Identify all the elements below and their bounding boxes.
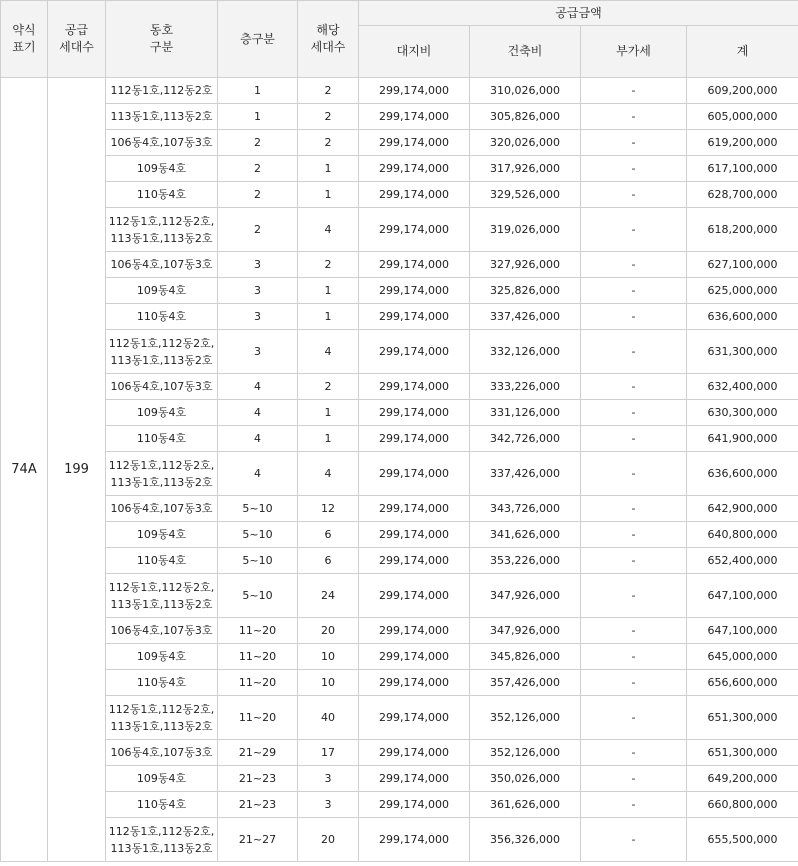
floor-cell: 11~20 <box>218 644 298 670</box>
header-units-line1: 해당 <box>316 23 340 37</box>
total-cell: 660,800,000 <box>687 792 798 818</box>
land-cost-cell: 299,174,000 <box>359 374 470 400</box>
total-cell: 628,700,000 <box>687 182 798 208</box>
dong-ho-line: 112동1호,112동2호, <box>108 336 215 350</box>
units-cell: 2 <box>298 104 359 130</box>
table-row <box>1 670 798 696</box>
building-cost-cell: 361,626,000 <box>470 792 581 818</box>
table-row <box>1 574 798 618</box>
table-row <box>1 182 798 208</box>
dong-ho-cell <box>106 766 218 792</box>
floor-cell: 4 <box>218 400 298 426</box>
building-cost-cell: 320,026,000 <box>470 130 581 156</box>
floor-cell: 2 <box>218 182 298 208</box>
units-cell: 4 <box>298 208 359 252</box>
header-total: 계 <box>687 26 798 78</box>
dong-ho-line: 110동4호 <box>136 554 187 567</box>
total-cell: 655,500,000 <box>687 818 798 862</box>
table-row <box>1 522 798 548</box>
land-cost-cell: 299,174,000 <box>359 452 470 496</box>
header-supply-price: 공급금액 <box>359 1 798 26</box>
building-cost-cell: 356,326,000 <box>470 818 581 862</box>
vat-cell: - <box>581 766 687 792</box>
floor-cell: 1 <box>218 104 298 130</box>
table-row <box>1 400 798 426</box>
units-cell: 4 <box>298 452 359 496</box>
floor-cell: 21~27 <box>218 818 298 862</box>
land-cost-cell: 299,174,000 <box>359 496 470 522</box>
floor-cell: 2 <box>218 208 298 252</box>
building-cost-cell: 347,926,000 <box>470 574 581 618</box>
floor-cell: 5~10 <box>218 548 298 574</box>
vat-cell: - <box>581 252 687 278</box>
units-cell: 12 <box>298 496 359 522</box>
total-cell: 649,200,000 <box>687 766 798 792</box>
dong-ho-line: 106동4호,107동3호 <box>110 624 213 637</box>
units-cell: 1 <box>298 278 359 304</box>
total-cell: 647,100,000 <box>687 574 798 618</box>
total-cell: 609,200,000 <box>687 78 798 104</box>
units-cell: 10 <box>298 644 359 670</box>
building-cost-cell: 337,426,000 <box>470 304 581 330</box>
dong-ho-cell <box>106 374 218 400</box>
header-supply-units <box>48 1 106 78</box>
land-cost-cell: 299,174,000 <box>359 426 470 452</box>
table-row <box>1 278 798 304</box>
vat-cell: - <box>581 104 687 130</box>
total-cell: 647,100,000 <box>687 618 798 644</box>
dong-ho-cell <box>106 130 218 156</box>
dong-ho-line: 109동4호 <box>136 162 187 175</box>
dong-ho-line: 112동1호,112동2호, <box>108 824 215 838</box>
header-dong-ho-line2: 구분 <box>149 40 174 54</box>
vat-cell: - <box>581 644 687 670</box>
dong-ho-line: 109동4호 <box>136 772 187 785</box>
land-cost-cell: 299,174,000 <box>359 818 470 862</box>
land-cost-cell: 299,174,000 <box>359 644 470 670</box>
building-cost-cell: 331,126,000 <box>470 400 581 426</box>
floor-cell: 3 <box>218 304 298 330</box>
table-body <box>1 78 798 862</box>
building-cost-cell: 319,026,000 <box>470 208 581 252</box>
land-cost-cell: 299,174,000 <box>359 766 470 792</box>
vat-cell: - <box>581 156 687 182</box>
floor-cell: 11~20 <box>218 696 298 740</box>
floor-cell: 21~29 <box>218 740 298 766</box>
building-cost-cell: 342,726,000 <box>470 426 581 452</box>
land-cost-cell: 299,174,000 <box>359 278 470 304</box>
land-cost-cell: 299,174,000 <box>359 304 470 330</box>
total-cell: 645,000,000 <box>687 644 798 670</box>
units-cell: 20 <box>298 618 359 644</box>
table-row <box>1 766 798 792</box>
floor-cell: 21~23 <box>218 792 298 818</box>
total-cell: 652,400,000 <box>687 548 798 574</box>
land-cost-cell: 299,174,000 <box>359 522 470 548</box>
units-cell: 10 <box>298 670 359 696</box>
floor-cell: 11~20 <box>218 670 298 696</box>
vat-cell: - <box>581 740 687 766</box>
land-cost-cell: 299,174,000 <box>359 330 470 374</box>
building-cost-cell: 332,126,000 <box>470 330 581 374</box>
total-cell: 618,200,000 <box>687 208 798 252</box>
dong-ho-line: 113동1호,113동2호 <box>110 719 213 733</box>
building-cost-cell: 350,026,000 <box>470 766 581 792</box>
dong-ho-line: 106동4호,107동3호 <box>110 502 213 515</box>
table-row <box>1 78 798 104</box>
dong-ho-line: 106동4호,107동3호 <box>110 380 213 393</box>
vat-cell: - <box>581 522 687 548</box>
vat-cell: - <box>581 452 687 496</box>
building-cost-cell: 352,126,000 <box>470 696 581 740</box>
total-cell: 656,600,000 <box>687 670 798 696</box>
units-cell: 6 <box>298 522 359 548</box>
dong-ho-line: 110동4호 <box>136 432 187 445</box>
dong-ho-line: 110동4호 <box>136 676 187 689</box>
dong-ho-line: 109동4호 <box>136 406 187 419</box>
header-supply-units-line2: 세대수 <box>59 40 94 54</box>
building-cost-cell: 353,226,000 <box>470 548 581 574</box>
dong-ho-cell <box>106 740 218 766</box>
building-cost-cell: 357,426,000 <box>470 670 581 696</box>
dong-ho-line: 113동1호,113동2호 <box>110 110 213 123</box>
land-cost-cell: 299,174,000 <box>359 78 470 104</box>
land-cost-cell: 299,174,000 <box>359 696 470 740</box>
dong-ho-cell <box>106 670 218 696</box>
vat-cell: - <box>581 670 687 696</box>
total-cell: 642,900,000 <box>687 496 798 522</box>
building-cost-cell: 352,126,000 <box>470 740 581 766</box>
total-cell: 641,900,000 <box>687 426 798 452</box>
dong-ho-line: 112동1호,112동2호 <box>110 84 213 97</box>
floor-cell: 5~10 <box>218 574 298 618</box>
total-cell: 630,300,000 <box>687 400 798 426</box>
floor-cell: 2 <box>218 130 298 156</box>
units-cell: 6 <box>298 548 359 574</box>
dong-ho-cell <box>106 78 218 104</box>
total-cell: 617,100,000 <box>687 156 798 182</box>
dong-ho-line: 112동1호,112동2호, <box>108 214 215 228</box>
dong-ho-line: 109동4호 <box>136 650 187 663</box>
vat-cell: - <box>581 818 687 862</box>
vat-cell: - <box>581 696 687 740</box>
header-type-line1: 약식 <box>12 23 36 37</box>
vat-cell: - <box>581 496 687 522</box>
total-cell: 651,300,000 <box>687 740 798 766</box>
units-cell: 2 <box>298 78 359 104</box>
building-cost-cell: 317,926,000 <box>470 156 581 182</box>
header-dong-ho <box>106 1 218 78</box>
units-cell: 2 <box>298 130 359 156</box>
floor-cell: 21~23 <box>218 766 298 792</box>
vat-cell: - <box>581 304 687 330</box>
vat-cell: - <box>581 278 687 304</box>
land-cost-cell: 299,174,000 <box>359 574 470 618</box>
type-cell: 74A <box>1 78 48 862</box>
dong-ho-line: 112동1호,112동2호, <box>108 702 215 716</box>
units-cell: 17 <box>298 740 359 766</box>
floor-cell: 2 <box>218 156 298 182</box>
dong-ho-cell <box>106 278 218 304</box>
dong-ho-line: 109동4호 <box>136 528 187 541</box>
units-cell: 1 <box>298 156 359 182</box>
building-cost-cell: 333,226,000 <box>470 374 581 400</box>
dong-ho-line: 106동4호,107동3호 <box>110 258 213 271</box>
table-row <box>1 330 798 374</box>
header-units <box>298 1 359 78</box>
dong-ho-cell <box>106 252 218 278</box>
dong-ho-cell <box>106 426 218 452</box>
units-cell: 2 <box>298 252 359 278</box>
floor-cell: 4 <box>218 426 298 452</box>
dong-ho-cell <box>106 208 218 252</box>
total-cell: 625,000,000 <box>687 278 798 304</box>
supply-units-cell: 199 <box>48 78 106 862</box>
floor-cell: 1 <box>218 78 298 104</box>
total-cell: 636,600,000 <box>687 304 798 330</box>
dong-ho-cell <box>106 182 218 208</box>
table-row <box>1 618 798 644</box>
header-type-line2: 표기 <box>12 40 36 54</box>
building-cost-cell: 347,926,000 <box>470 618 581 644</box>
units-cell: 1 <box>298 400 359 426</box>
floor-cell: 3 <box>218 252 298 278</box>
building-cost-cell: 327,926,000 <box>470 252 581 278</box>
total-cell: 627,100,000 <box>687 252 798 278</box>
land-cost-cell: 299,174,000 <box>359 252 470 278</box>
floor-cell: 4 <box>218 452 298 496</box>
dong-ho-cell <box>106 304 218 330</box>
vat-cell: - <box>581 182 687 208</box>
building-cost-cell: 337,426,000 <box>470 452 581 496</box>
building-cost-cell: 305,826,000 <box>470 104 581 130</box>
table-row <box>1 304 798 330</box>
units-cell: 1 <box>298 426 359 452</box>
building-cost-cell: 329,526,000 <box>470 182 581 208</box>
dong-ho-cell <box>106 548 218 574</box>
table-row <box>1 740 798 766</box>
floor-cell: 11~20 <box>218 618 298 644</box>
table-row <box>1 818 798 862</box>
dong-ho-line: 106동4호,107동3호 <box>110 136 213 149</box>
vat-cell: - <box>581 548 687 574</box>
vat-cell: - <box>581 426 687 452</box>
units-cell: 4 <box>298 330 359 374</box>
header-floor: 층구분 <box>218 1 298 78</box>
land-cost-cell: 299,174,000 <box>359 792 470 818</box>
units-cell: 3 <box>298 766 359 792</box>
floor-cell: 5~10 <box>218 522 298 548</box>
dong-ho-line: 110동4호 <box>136 188 187 201</box>
floor-cell: 3 <box>218 278 298 304</box>
building-cost-cell: 345,826,000 <box>470 644 581 670</box>
table-row <box>1 696 798 740</box>
header-type <box>1 1 48 78</box>
vat-cell: - <box>581 618 687 644</box>
dong-ho-cell <box>106 496 218 522</box>
header-building: 건축비 <box>470 26 581 78</box>
dong-ho-line: 112동1호,112동2호, <box>108 580 215 594</box>
building-cost-cell: 325,826,000 <box>470 278 581 304</box>
vat-cell: - <box>581 130 687 156</box>
units-cell: 24 <box>298 574 359 618</box>
table-row <box>1 496 798 522</box>
building-cost-cell: 310,026,000 <box>470 78 581 104</box>
land-cost-cell: 299,174,000 <box>359 182 470 208</box>
dong-ho-cell <box>106 818 218 862</box>
land-cost-cell: 299,174,000 <box>359 208 470 252</box>
dong-ho-cell <box>106 618 218 644</box>
dong-ho-line: 106동4호,107동3호 <box>110 746 213 759</box>
total-cell: 619,200,000 <box>687 130 798 156</box>
dong-ho-cell <box>106 104 218 130</box>
land-cost-cell: 299,174,000 <box>359 618 470 644</box>
total-cell: 651,300,000 <box>687 696 798 740</box>
vat-cell: - <box>581 208 687 252</box>
vat-cell: - <box>581 78 687 104</box>
land-cost-cell: 299,174,000 <box>359 130 470 156</box>
units-cell: 40 <box>298 696 359 740</box>
table-row <box>1 548 798 574</box>
land-cost-cell: 299,174,000 <box>359 548 470 574</box>
vat-cell: - <box>581 330 687 374</box>
floor-cell: 4 <box>218 374 298 400</box>
land-cost-cell: 299,174,000 <box>359 400 470 426</box>
dong-ho-cell <box>106 644 218 670</box>
units-cell: 1 <box>298 304 359 330</box>
table-row <box>1 426 798 452</box>
floor-cell: 5~10 <box>218 496 298 522</box>
table-row <box>1 374 798 400</box>
dong-ho-cell <box>106 792 218 818</box>
dong-ho-cell <box>106 400 218 426</box>
units-cell: 3 <box>298 792 359 818</box>
land-cost-cell: 299,174,000 <box>359 156 470 182</box>
table-row <box>1 156 798 182</box>
total-cell: 631,300,000 <box>687 330 798 374</box>
dong-ho-cell <box>106 330 218 374</box>
total-cell: 605,000,000 <box>687 104 798 130</box>
table-row <box>1 644 798 670</box>
dong-ho-line: 113동1호,113동2호 <box>110 353 213 367</box>
vat-cell: - <box>581 400 687 426</box>
units-cell: 1 <box>298 182 359 208</box>
total-cell: 640,800,000 <box>687 522 798 548</box>
dong-ho-line: 113동1호,113동2호 <box>110 841 213 855</box>
building-cost-cell: 341,626,000 <box>470 522 581 548</box>
table-row <box>1 208 798 252</box>
land-cost-cell: 299,174,000 <box>359 104 470 130</box>
table-row <box>1 104 798 130</box>
land-cost-cell: 299,174,000 <box>359 670 470 696</box>
total-cell: 632,400,000 <box>687 374 798 400</box>
header-supply-units-line1: 공급 <box>64 23 89 37</box>
dong-ho-cell <box>106 574 218 618</box>
table-row <box>1 252 798 278</box>
dong-ho-cell <box>106 452 218 496</box>
header-vat: 부가세 <box>581 26 687 78</box>
dong-ho-line: 109동4호 <box>136 284 187 297</box>
header-land: 대지비 <box>359 26 470 78</box>
dong-ho-line: 113동1호,113동2호 <box>110 597 213 611</box>
dong-ho-line: 110동4호 <box>136 798 187 811</box>
dong-ho-line: 112동1호,112동2호, <box>108 458 215 472</box>
dong-ho-line: 113동1호,113동2호 <box>110 475 213 489</box>
dong-ho-cell <box>106 522 218 548</box>
table-row <box>1 452 798 496</box>
floor-cell: 3 <box>218 330 298 374</box>
land-cost-cell: 299,174,000 <box>359 740 470 766</box>
total-cell: 636,600,000 <box>687 452 798 496</box>
dong-ho-cell <box>106 156 218 182</box>
dong-ho-line: 113동1호,113동2호 <box>110 231 213 245</box>
header-dong-ho-line1: 동호 <box>149 23 174 37</box>
dong-ho-cell <box>106 696 218 740</box>
vat-cell: - <box>581 574 687 618</box>
table-row <box>1 792 798 818</box>
header-units-line2: 세대수 <box>310 40 346 54</box>
building-cost-cell: 343,726,000 <box>470 496 581 522</box>
table-row <box>1 130 798 156</box>
vat-cell: - <box>581 792 687 818</box>
dong-ho-line: 110동4호 <box>136 310 187 323</box>
vat-cell: - <box>581 374 687 400</box>
units-cell: 2 <box>298 374 359 400</box>
units-cell: 20 <box>298 818 359 862</box>
